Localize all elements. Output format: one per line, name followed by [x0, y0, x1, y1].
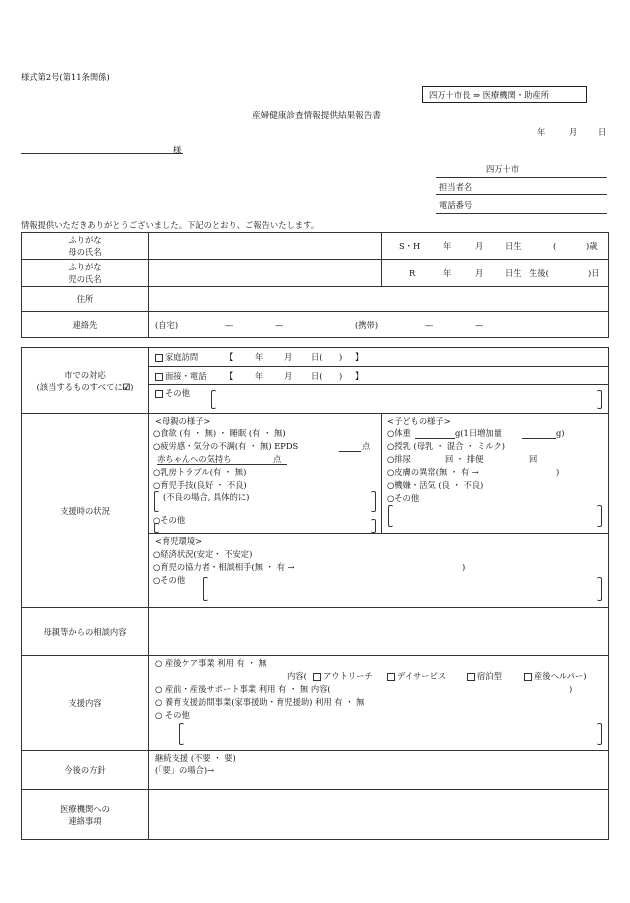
- visit-year: 年: [255, 352, 264, 362]
- consultation-field[interactable]: [149, 608, 609, 656]
- support-status-cell: [149, 414, 609, 608]
- support-status-row: [22, 414, 609, 608]
- home-visit-option[interactable]: [155, 352, 198, 362]
- bracket-left: [179, 723, 184, 745]
- bracket-right: [371, 491, 376, 512]
- feeding-item: ○授乳 (母乳 ・ 混合 ・ ミルク): [387, 441, 506, 451]
- weight-item: ○体重: [387, 428, 411, 438]
- notes-label-line1: 医療機関への: [60, 803, 110, 814]
- mother-label-cell: [22, 233, 149, 260]
- child-month: 月: [475, 268, 484, 278]
- contact-row: [22, 312, 609, 338]
- bracket-close: 】: [355, 371, 364, 381]
- appetite-sleep-item: ○食欲 (有 ・ 無) ・ 睡眠 (有 ・ 無): [153, 428, 286, 438]
- mother-day: 日生: [505, 241, 522, 251]
- mother-row: [22, 233, 609, 260]
- bracket-left: [211, 390, 216, 409]
- city-response-row: [22, 348, 609, 414]
- environment-divider: [149, 533, 608, 534]
- intro-text: 情報提供いただきありがとうございました。下記のとおり、ご報告いたします。: [21, 220, 320, 230]
- environment-heading: <育児環境>: [155, 536, 203, 546]
- checkbox-icon[interactable]: [387, 673, 395, 681]
- mother-era: S・H: [399, 241, 421, 251]
- child-heading: <子どもの様子>: [387, 416, 451, 426]
- consultation-row: [22, 608, 609, 656]
- defecation-times: 回: [529, 454, 538, 464]
- mother-name-label: 母の氏名: [68, 247, 102, 257]
- contact-home-dash2: —: [275, 320, 284, 330]
- phone-label: 電話番号: [439, 200, 473, 210]
- continue-support: 継続支援 (不要 ・ 要): [155, 753, 236, 763]
- routing-text: 四万十市長 ⇒ 医療機関・助産所: [429, 90, 550, 100]
- addressee-line: [21, 153, 183, 154]
- environment-other-item: ○その他: [153, 575, 186, 585]
- fatigue-item: ○疲労感・気分の不調(有 ・ 無) EPDS: [153, 441, 299, 451]
- support-content-row: [22, 656, 609, 751]
- contact-mobile: (携帯): [355, 320, 379, 330]
- baby-feelings-points: 点: [273, 454, 282, 464]
- notes-row: [22, 790, 609, 840]
- day-service-label: デイサービス: [397, 671, 447, 681]
- mother-month: 月: [475, 241, 484, 251]
- support-content-label: 支援内容: [22, 656, 149, 751]
- child-name-label: 児の氏名: [68, 274, 102, 284]
- skin-close: ): [556, 467, 560, 477]
- address-field[interactable]: [149, 287, 609, 312]
- contact-person-line: [436, 194, 607, 195]
- bracket-left: [154, 523, 159, 533]
- helper-option[interactable]: [524, 671, 586, 681]
- bracket-right: [597, 577, 602, 601]
- other-label: その他: [165, 388, 190, 398]
- interview-year: 年: [255, 371, 264, 381]
- weight-line[interactable]: [415, 438, 455, 439]
- bracket-open: 【: [225, 352, 234, 362]
- report-form-table: [21, 232, 609, 840]
- checkbox-icon[interactable]: [155, 354, 163, 362]
- gap-cell: [22, 338, 609, 348]
- mother-name-field[interactable]: [149, 233, 382, 260]
- child-row: [22, 260, 609, 287]
- child-name-field[interactable]: [149, 260, 382, 287]
- helper-item: ○育児の協力者・相談相手(無 ・ 有 →: [153, 562, 295, 572]
- baby-feelings-item: 赤ちゃんへの気持ち: [157, 454, 232, 464]
- contact-person-label: 担当者名: [439, 182, 473, 192]
- city-name: 四万十市: [486, 164, 520, 174]
- mother-other-item: ○その他: [153, 515, 186, 525]
- mother-year: 年: [443, 241, 452, 251]
- stay-type-option[interactable]: [467, 671, 502, 681]
- helper-close: ): [462, 562, 466, 572]
- checkbox-icon[interactable]: [313, 673, 321, 681]
- address-label: 住所: [22, 287, 149, 312]
- parenting-skill-item: ○育児手技(良好 ・ 不良): [153, 480, 247, 490]
- other-option[interactable]: [155, 388, 190, 398]
- bracket-left: [388, 505, 393, 527]
- outreach-label: アウトリーチ: [323, 671, 373, 681]
- support-project-close: ): [569, 684, 573, 694]
- child-days: )日: [588, 268, 600, 278]
- mother-age-open: (: [553, 241, 557, 251]
- bracket-right: [597, 505, 602, 527]
- gap-row: [22, 338, 609, 348]
- contact-home: (自宅): [155, 320, 179, 330]
- column-divider: [381, 414, 382, 533]
- city-response-label: 市での対応: [64, 369, 106, 380]
- breast-trouble-item: ○乳房トラブル(有 ・ 無): [153, 467, 247, 477]
- address-row: [22, 287, 609, 312]
- support-project-item: ○ 産前・産後サポート事業 利用 有 ・ 無 内容(: [155, 684, 331, 694]
- checkbox-icon[interactable]: [155, 373, 163, 381]
- day-service-option[interactable]: [387, 671, 446, 681]
- interview-month: 月: [284, 371, 293, 381]
- child-after-birth: 生後(: [529, 268, 549, 278]
- bracket-right: [597, 390, 602, 409]
- home-visit-label: 家庭訪問: [165, 352, 199, 362]
- city-response-cell: [149, 348, 609, 414]
- visit-month: 月: [284, 352, 293, 362]
- date-year-label: 年: [537, 127, 546, 137]
- divider: [149, 366, 608, 367]
- child-furigana: ふりがな: [68, 262, 102, 272]
- weight-unit: g(1日増加量: [455, 428, 503, 438]
- interview-day: 日(: [311, 371, 323, 381]
- baby-feelings-line[interactable]: [157, 464, 287, 465]
- checkbox-icon[interactable]: [155, 390, 163, 398]
- contact-mobile-dash2: —: [475, 320, 484, 330]
- form-number: 様式第2号(第11条関係): [21, 72, 110, 82]
- addressee-suffix: 様: [173, 145, 182, 155]
- future-policy-row: [22, 751, 609, 790]
- bracket-left: [154, 491, 159, 512]
- divider: [149, 384, 608, 385]
- mood-item: ○機嫌・活気 (良 ・ 不良): [387, 480, 484, 490]
- stay-type-label: 宿泊型: [477, 671, 502, 681]
- child-era: R: [409, 268, 416, 278]
- outreach-option[interactable]: [313, 671, 373, 681]
- interview-label: 面接・電話: [165, 371, 207, 381]
- bracket-right: [371, 519, 376, 533]
- visit-paren-close: ): [339, 352, 343, 362]
- mother-furigana: ふりがな: [68, 235, 102, 245]
- consultation-label: 母親等からの相談内容: [22, 608, 149, 656]
- interview-paren-close: ): [339, 371, 343, 381]
- date-day-label: 日: [598, 127, 607, 137]
- city-response-label-close: ): [130, 381, 134, 392]
- bracket-right: [597, 723, 602, 745]
- required-case: (「要」の場合)→: [155, 765, 215, 775]
- weight-close: g): [556, 428, 565, 438]
- checkbox-icon[interactable]: [467, 673, 475, 681]
- urination-times: 回 ・ 排便: [445, 454, 484, 464]
- city-response-label-cell: [22, 348, 149, 414]
- contact-mobile-dash1: —: [425, 320, 434, 330]
- city-response-label-note: (該当するものすべてに: [36, 381, 123, 392]
- contact-label: 連絡先: [22, 312, 149, 338]
- checked-box-icon: ☑: [122, 381, 131, 392]
- routing-box: [422, 86, 587, 103]
- notes-label-cell: [22, 790, 149, 840]
- epds-points: 点: [362, 441, 371, 451]
- visit-day: 日(: [311, 352, 323, 362]
- phone-line: [436, 213, 607, 214]
- document-title: 産婦健康診査情報提供結果報告書: [252, 111, 381, 121]
- contact-home-dash1: —: [225, 320, 234, 330]
- mother-age-close: )歳: [586, 241, 598, 251]
- notes-label-line2: 連絡事項: [68, 815, 102, 826]
- economic-item: ○経済状況(安定・ 不安定): [153, 549, 253, 559]
- future-policy-cell[interactable]: [149, 751, 609, 790]
- future-policy-label: 今後の方針: [22, 751, 149, 790]
- skin-item: ○皮膚の異常(無 ・ 有 →: [387, 467, 479, 477]
- childcare-visit-item: ○ 養育支援訪問事業(家事援助・育児援助) 利用 有 ・ 無: [155, 697, 365, 707]
- poor-details-note: (不良の場合, 具体的に): [163, 492, 250, 502]
- helper-label: 産後ヘルパー): [534, 671, 587, 681]
- postpartum-care-item: ○ 産後ケア事業 利用 有 ・ 無: [155, 658, 267, 668]
- contact-field[interactable]: [149, 312, 609, 338]
- epds-score-line[interactable]: [339, 451, 361, 452]
- interview-option[interactable]: [155, 371, 207, 381]
- support-other-item: ○ その他: [155, 710, 190, 720]
- child-other-item: ○その他: [387, 493, 420, 503]
- bracket-close: 】: [355, 352, 364, 362]
- bracket-left: [203, 577, 208, 601]
- checkbox-icon[interactable]: [524, 673, 532, 681]
- support-status-label: 支援時の状況: [22, 414, 149, 608]
- child-label-cell: [22, 260, 149, 287]
- city-line: [436, 177, 607, 178]
- date-month-label: 月: [569, 127, 578, 137]
- daily-gain-line[interactable]: [522, 438, 556, 439]
- content-label: 内容(: [287, 671, 307, 681]
- bracket-open: 【: [225, 371, 234, 381]
- child-birth-cell[interactable]: [382, 260, 609, 287]
- child-year: 年: [443, 268, 452, 278]
- mother-birth-cell[interactable]: [382, 233, 609, 260]
- notes-field[interactable]: [149, 790, 609, 840]
- urination-item: ○排尿: [387, 454, 411, 464]
- mother-heading: <母親の様子>: [155, 416, 211, 426]
- child-day: 日生: [505, 268, 522, 278]
- support-content-cell: [149, 656, 609, 751]
